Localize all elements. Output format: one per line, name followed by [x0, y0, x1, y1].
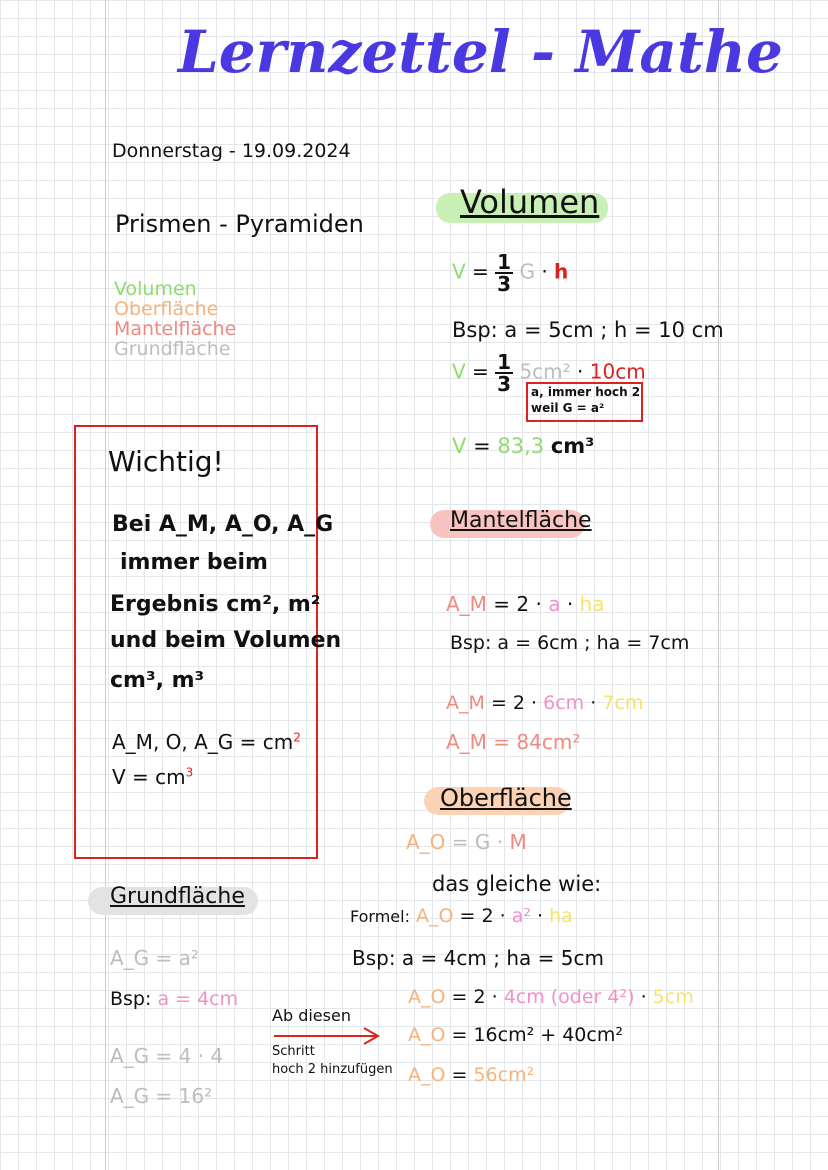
volumen-example: Bsp: a = 5cm ; h = 10 cm — [452, 318, 724, 342]
volumen-heading: Volumen — [460, 183, 600, 221]
volumen-substitution: V = $\frac{1}{3}$ 5cm² · 10cm — [452, 350, 646, 396]
vr-symbol: V — [452, 434, 467, 458]
os3-value: 56cm² — [473, 1064, 535, 1086]
rule-2-exponent: 3 — [185, 765, 194, 780]
volumen-formula — [452, 252, 568, 294]
right-margin-line — [718, 0, 719, 1170]
v-fraction — [495, 252, 513, 294]
important-line-2: immer beim — [120, 550, 268, 575]
m-ha: ha — [579, 592, 605, 616]
os2-a-symbol: A_O — [408, 1024, 446, 1046]
ms-eq: = 2 · — [490, 692, 538, 714]
date-text: Donnerstag - 19.09.2024 — [112, 140, 351, 162]
vs-symbol: V — [452, 359, 466, 384]
of-a-symbol: A_O — [416, 905, 454, 927]
legend-volumen: Volumen — [114, 278, 197, 300]
m-dot: · — [566, 592, 574, 616]
grund-example — [110, 988, 238, 1010]
os2-value: = 16cm² + 40cm² — [451, 1024, 623, 1046]
ober-step-2 — [408, 1024, 623, 1046]
vs-fraction-den: 3 — [497, 372, 512, 396]
mantel-example: Bsp: a = 6cm ; ha = 7cm — [450, 632, 690, 654]
legend-oberflaeche: Oberfläche — [114, 298, 219, 320]
m-a-symbol: A_M — [446, 592, 487, 616]
ms-dot: · — [590, 692, 597, 714]
mantel-heading: Mantelfläche — [450, 508, 592, 533]
os3-a-symbol: A_O — [408, 1064, 446, 1086]
vr-equals: = — [473, 434, 491, 458]
m-eq: = 2 · — [493, 592, 542, 616]
os1-ha: 5cm — [652, 986, 694, 1008]
important-line-3: Ergebnis cm², m² — [110, 592, 321, 617]
grund-example-value: a = 4cm — [157, 988, 239, 1010]
grund-note-arrow — [272, 1026, 382, 1046]
vs-fraction-num: 1 — [497, 350, 512, 374]
important-line-5: cm³, m³ — [110, 668, 205, 693]
grund-note-line-3: hoch 2 hinzufügen — [272, 1062, 393, 1077]
page-title: Lernzettel - Mathe — [178, 18, 783, 86]
of-label: Formel: — [350, 907, 410, 926]
vr-value: 83,3 — [497, 434, 545, 458]
ms-ha: 7cm — [602, 692, 644, 714]
mr-a-symbol: A_M — [446, 730, 487, 754]
v-symbol: V — [452, 259, 466, 284]
volumen-note-line-2: weil G = a² — [531, 401, 605, 415]
vs-a: 5cm² — [519, 359, 571, 384]
v-fraction-den: 3 — [497, 272, 512, 296]
grund-note-line-1: Ab diesen — [272, 1006, 351, 1025]
legend-mantelflaeche: Mantelfläche — [114, 318, 237, 340]
ober-same-as: das gleiche wie: — [432, 872, 602, 896]
important-rule-2 — [112, 765, 193, 789]
os1-a: 4cm (oder 4²) — [503, 986, 635, 1008]
topic-text: Prismen - Pyramiden — [115, 210, 364, 238]
os1-a-symbol: A_O — [408, 986, 446, 1008]
v-equals: = — [472, 259, 489, 284]
v-dot: · — [541, 259, 548, 284]
important-line-4: und beim Volumen — [110, 628, 342, 653]
grund-formula: A_G = a² — [110, 946, 199, 970]
o-a-symbol: A_O — [406, 830, 446, 854]
important-rule-1 — [112, 730, 301, 754]
ober-step-3 — [408, 1064, 534, 1086]
vs-fraction — [495, 352, 513, 394]
rule-1-exponent: 2 — [293, 730, 301, 745]
grund-example-label: Bsp: — [110, 988, 152, 1010]
grund-note-line-2: Schritt — [272, 1044, 315, 1059]
volumen-note-line-1: a, immer hoch 2 — [531, 385, 641, 399]
ober-formula — [406, 830, 527, 854]
o-m: M — [509, 830, 527, 854]
vr-unit: cm³ — [550, 434, 595, 458]
grund-step-2: A_G = 16² — [110, 1084, 213, 1108]
rule-2-left: V = cm — [112, 765, 186, 789]
m-a: a — [548, 592, 561, 616]
v-fraction-num: 1 — [497, 250, 512, 274]
ober-step-1 — [408, 986, 694, 1008]
vs-h: 10cm — [589, 359, 646, 384]
grund-heading: Grundfläche — [110, 884, 245, 909]
os1-eq: = 2 · — [451, 986, 498, 1008]
mantel-substitution — [446, 692, 643, 714]
mr-value: = 84cm² — [493, 730, 581, 754]
of-a: a² — [511, 905, 531, 927]
legend-grundflaeche: Grundfläche — [114, 338, 231, 360]
grund-step-1: A_G = 4 · 4 — [110, 1044, 224, 1068]
mantel-result — [446, 730, 580, 754]
os1-dot: · — [640, 986, 647, 1008]
ms-a: 6cm — [543, 692, 585, 714]
important-line-1: Bei A_M, A_O, A_G — [112, 512, 334, 537]
of-eq: = 2 · — [459, 905, 506, 927]
o-eq: = — [451, 830, 469, 854]
rule-1-left: A_M, O, A_G = cm — [112, 730, 294, 754]
o-dot: · — [496, 830, 504, 854]
vs-equals: = — [472, 359, 489, 384]
o-g: G — [474, 830, 491, 854]
ober-heading: Oberfläche — [440, 784, 572, 812]
os3-eq: = — [451, 1064, 468, 1086]
ober-formel — [350, 905, 573, 927]
important-heading: Wichtig! — [108, 445, 224, 478]
of-ha: ha — [549, 905, 573, 927]
ober-example: Bsp: a = 4cm ; ha = 5cm — [352, 946, 604, 970]
volumen-result — [452, 434, 594, 458]
mantel-formula — [446, 592, 605, 616]
v-h: h — [554, 259, 569, 284]
ms-a-symbol: A_M — [446, 692, 485, 714]
of-dot: · — [537, 905, 544, 927]
v-g: G — [519, 259, 535, 284]
